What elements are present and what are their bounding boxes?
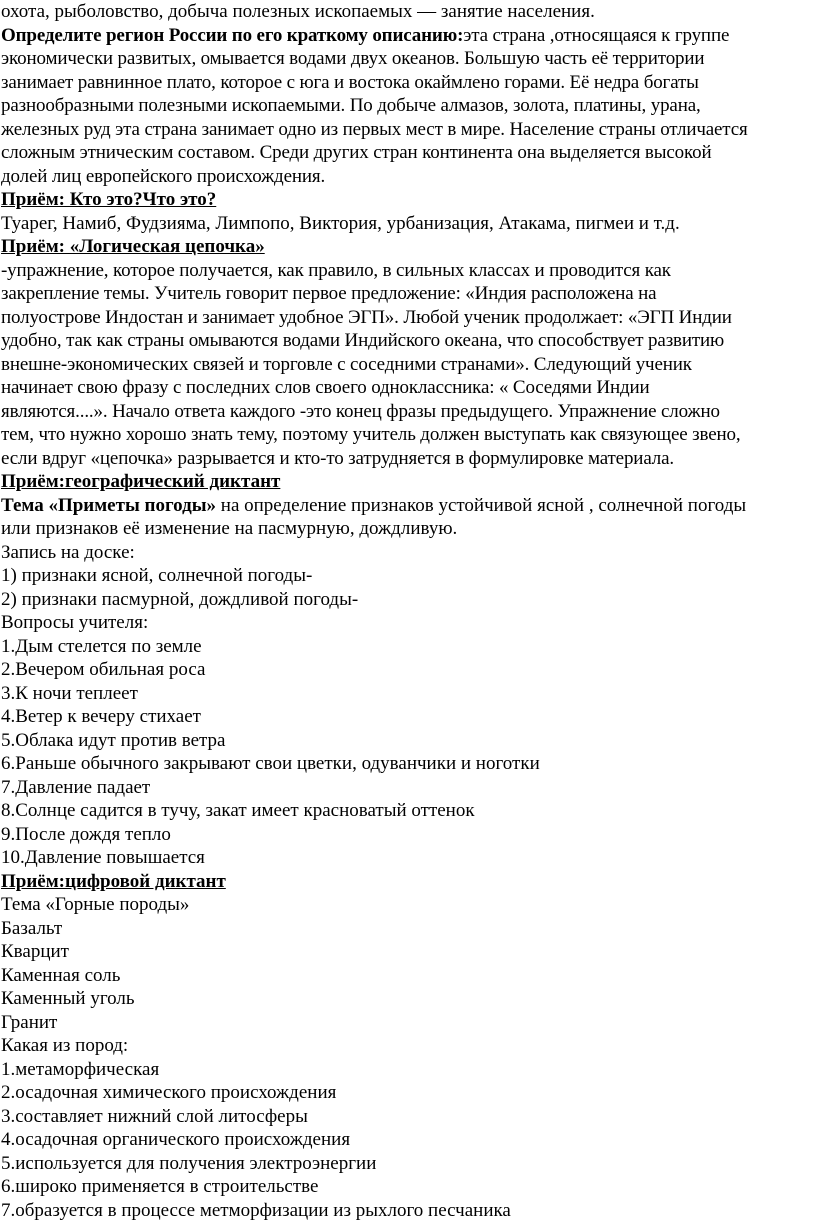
rock-item: Каменная соль: [1, 964, 121, 986]
rock-item: Кварцит: [1, 941, 69, 962]
who-what-text: Туарег, Намиб, Фудзияма, Лимпопо, Виктория, урбанизация, Атакама, пигмеи и т.д.: [1, 212, 680, 234]
question-item: 7.Давление падает: [1, 776, 151, 798]
question-item: 1.Дым стелется по земле: [1, 635, 202, 657]
chain-line: начинает свою фразу с последних слов своего одноклассника: « Соседями Индии: [1, 377, 650, 398]
question-item: 4.Ветер к вечеру стихает: [1, 706, 201, 727]
region-task-first-line: [1, 24, 810, 48]
chain-line: полуострове Индостан и занимает удобное ЭГП». Любой ученик продолжает: «ЭГП Индии: [1, 306, 732, 328]
question-item: 3.К ночи теплеет: [1, 682, 138, 704]
geo-dictation-theme: [1, 494, 810, 518]
geo-dictation-heading: Приём:географический диктант: [1, 471, 281, 492]
question-item: 8.Солнце садится в тучу, закат имеет красноватый оттенок: [1, 800, 475, 821]
chain-line: внешне-экономических связей и торговле с соседними странами». Следующий ученик: [1, 353, 692, 375]
chain-line: удобно, так как страны омываются водами Индийского океана, что способствует развитию: [1, 330, 725, 351]
question-item: 9.После дождя тепло: [1, 823, 171, 845]
board-item: 1) признаки ясной, солнечной погоды-: [1, 565, 313, 586]
digital-dictation-heading: Приём:цифровой диктант: [1, 870, 226, 892]
rock-item: Гранит: [1, 1011, 58, 1033]
chain-line: -упражнение, которое получается, как правило, в сильных классах и проводится как: [1, 259, 671, 281]
region-task-line: разнообразными полезными ископаемыми. По добыче алмазов, золота, платины, урана,: [1, 95, 701, 116]
rock-question-item: 7.образуется в процессе метморфизации из рыхлого песчаника: [1, 1199, 511, 1221]
region-task-line: железных руд эта страна занимает одно из первых мест в мире. Население страны отличается: [1, 118, 748, 140]
region-task-heading: Определите регион России по его краткому описанию:: [1, 24, 464, 46]
rock-question-item: 3.составляет нижний слой литосферы: [1, 1105, 308, 1127]
region-task-line: сложным этническим составом. Среди других стран континента она выделяется высокой: [1, 142, 712, 163]
questions-label: Вопросы учителя:: [1, 612, 149, 633]
chain-line: тем, что нужно хорошо знать тему, поэтому учитель должен выступать как связующее звено,: [1, 424, 741, 445]
question-item: 2.Вечером обильная роса: [1, 659, 206, 680]
chain-line: являются....». Начало ответа каждого -это конец фразы предыдущего. Упражнение сложно: [1, 400, 720, 422]
rock-item: Каменный уголь: [1, 988, 135, 1009]
geo-dictation-theme-title: Тема «Приметы погоды»: [1, 494, 217, 516]
geo-dictation-theme-line2: или признаков её изменение на пасмурную, дождливую.: [1, 518, 458, 539]
geo-dictation-theme-text: на определение признаков устойчивой ясной , солнечной погоды: [216, 494, 747, 516]
rock-question-item: 4.осадочная органического происхождения: [1, 1129, 351, 1150]
chain-line: закрепление темы. Учитель говорит первое предложение: «Индия расположена на: [1, 283, 657, 304]
region-task-line: занимает равнинное плато, которое с юга и востока окаймлено горами. Её недра богаты: [1, 71, 699, 93]
board-item: 2) признаки пасмурной, дождливой погоды-: [1, 588, 359, 610]
rock-item: Базальт: [1, 917, 63, 939]
chain-heading: Приём: «Логическая цепочка»: [1, 236, 265, 257]
who-what-heading: Приём: Кто это?Что это?: [1, 189, 217, 210]
region-task-line: экономически развитых, омывается водами двух океанов. Большую часть её территории: [1, 48, 705, 69]
rock-question-item: 6.широко применяется в строительстве: [1, 1176, 319, 1197]
rock-question-item: 1.метаморфическая: [1, 1058, 160, 1080]
rock-question-item: 2.осадочная химического происхождения: [1, 1082, 337, 1103]
rock-question-item: 5.используется для получения электроэнергии: [1, 1152, 377, 1174]
board-label: Запись на доске:: [1, 541, 135, 563]
region-task-line: долей лиц европейского происхождения.: [1, 165, 326, 187]
region-task-text: эта страна ,относящаяся к группе: [463, 24, 730, 46]
rock-question-label: Какая из пород:: [1, 1035, 129, 1056]
question-item: 5.Облака идут против ветра: [1, 729, 226, 751]
question-item: 6.Раньше обычного закрывают свои цветки, одуванчики и ноготки: [1, 753, 540, 774]
chain-line: если вдруг «цепочка» разрывается и кто-то затрудняется в формулировке материала.: [1, 447, 674, 469]
question-item: 10.Давление повышается: [1, 847, 205, 868]
digital-dictation-theme: Тема «Горные породы»: [1, 894, 190, 915]
intro-line: охота, рыболовство, добыча полезных ископаемых — занятие населения.: [1, 1, 595, 22]
